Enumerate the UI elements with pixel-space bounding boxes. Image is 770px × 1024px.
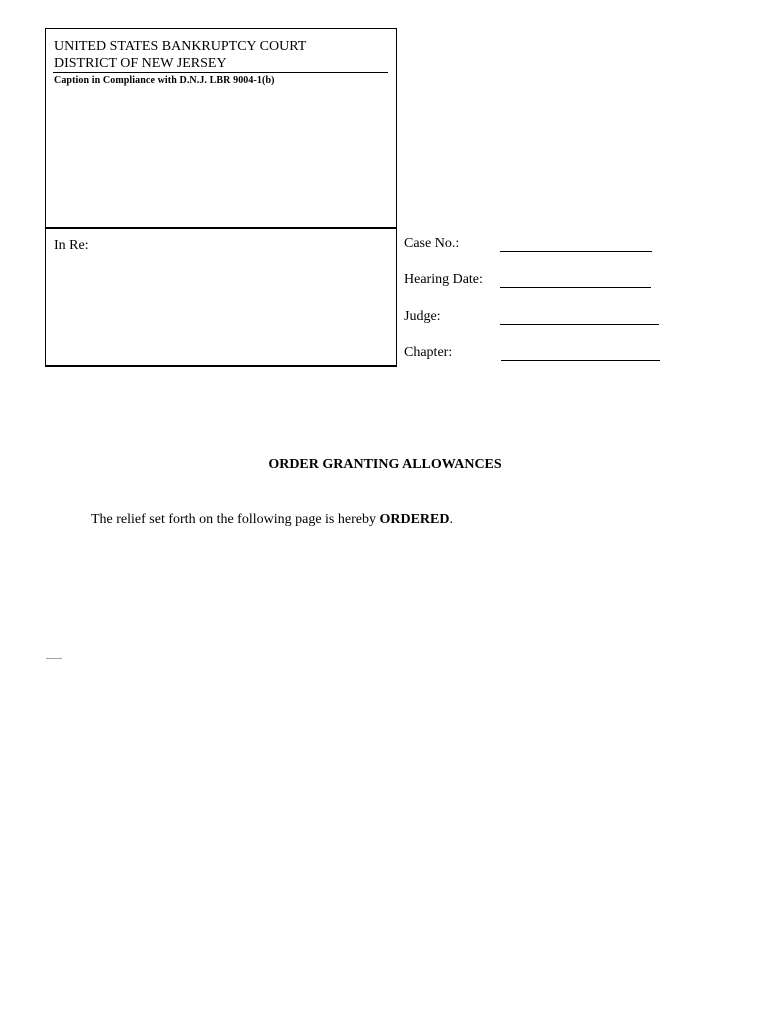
case-number-label: Case No.: xyxy=(404,236,460,251)
caption-box xyxy=(45,28,397,227)
judge-blank[interactable] xyxy=(500,324,659,325)
in-re-box xyxy=(45,227,397,367)
order-body xyxy=(91,512,453,528)
court-name: UNITED STATES BANKRUPTCY COURT xyxy=(54,39,307,54)
case-number-blank[interactable] xyxy=(500,251,652,252)
order-body-text: The relief set forth on the following page is hereby xyxy=(91,512,380,527)
hearing-date-label: Hearing Date: xyxy=(404,272,483,287)
in-re-label: In Re: xyxy=(54,238,89,253)
judge-label: Judge: xyxy=(404,309,441,324)
footer-dots: ........ xyxy=(46,652,62,661)
court-district: DISTRICT OF NEW JERSEY xyxy=(54,56,227,71)
hearing-date-blank[interactable] xyxy=(500,287,651,288)
order-body-period: . xyxy=(449,512,453,527)
chapter-blank[interactable] xyxy=(501,360,660,361)
order-body-ordered: ORDERED xyxy=(379,512,450,527)
chapter-label: Chapter: xyxy=(404,345,453,360)
compliance-note: Caption in Compliance with D.N.J. LBR 9004-1(b) xyxy=(54,75,275,86)
order-title: ORDER GRANTING ALLOWANCES xyxy=(268,457,502,472)
caption-divider xyxy=(53,72,388,73)
